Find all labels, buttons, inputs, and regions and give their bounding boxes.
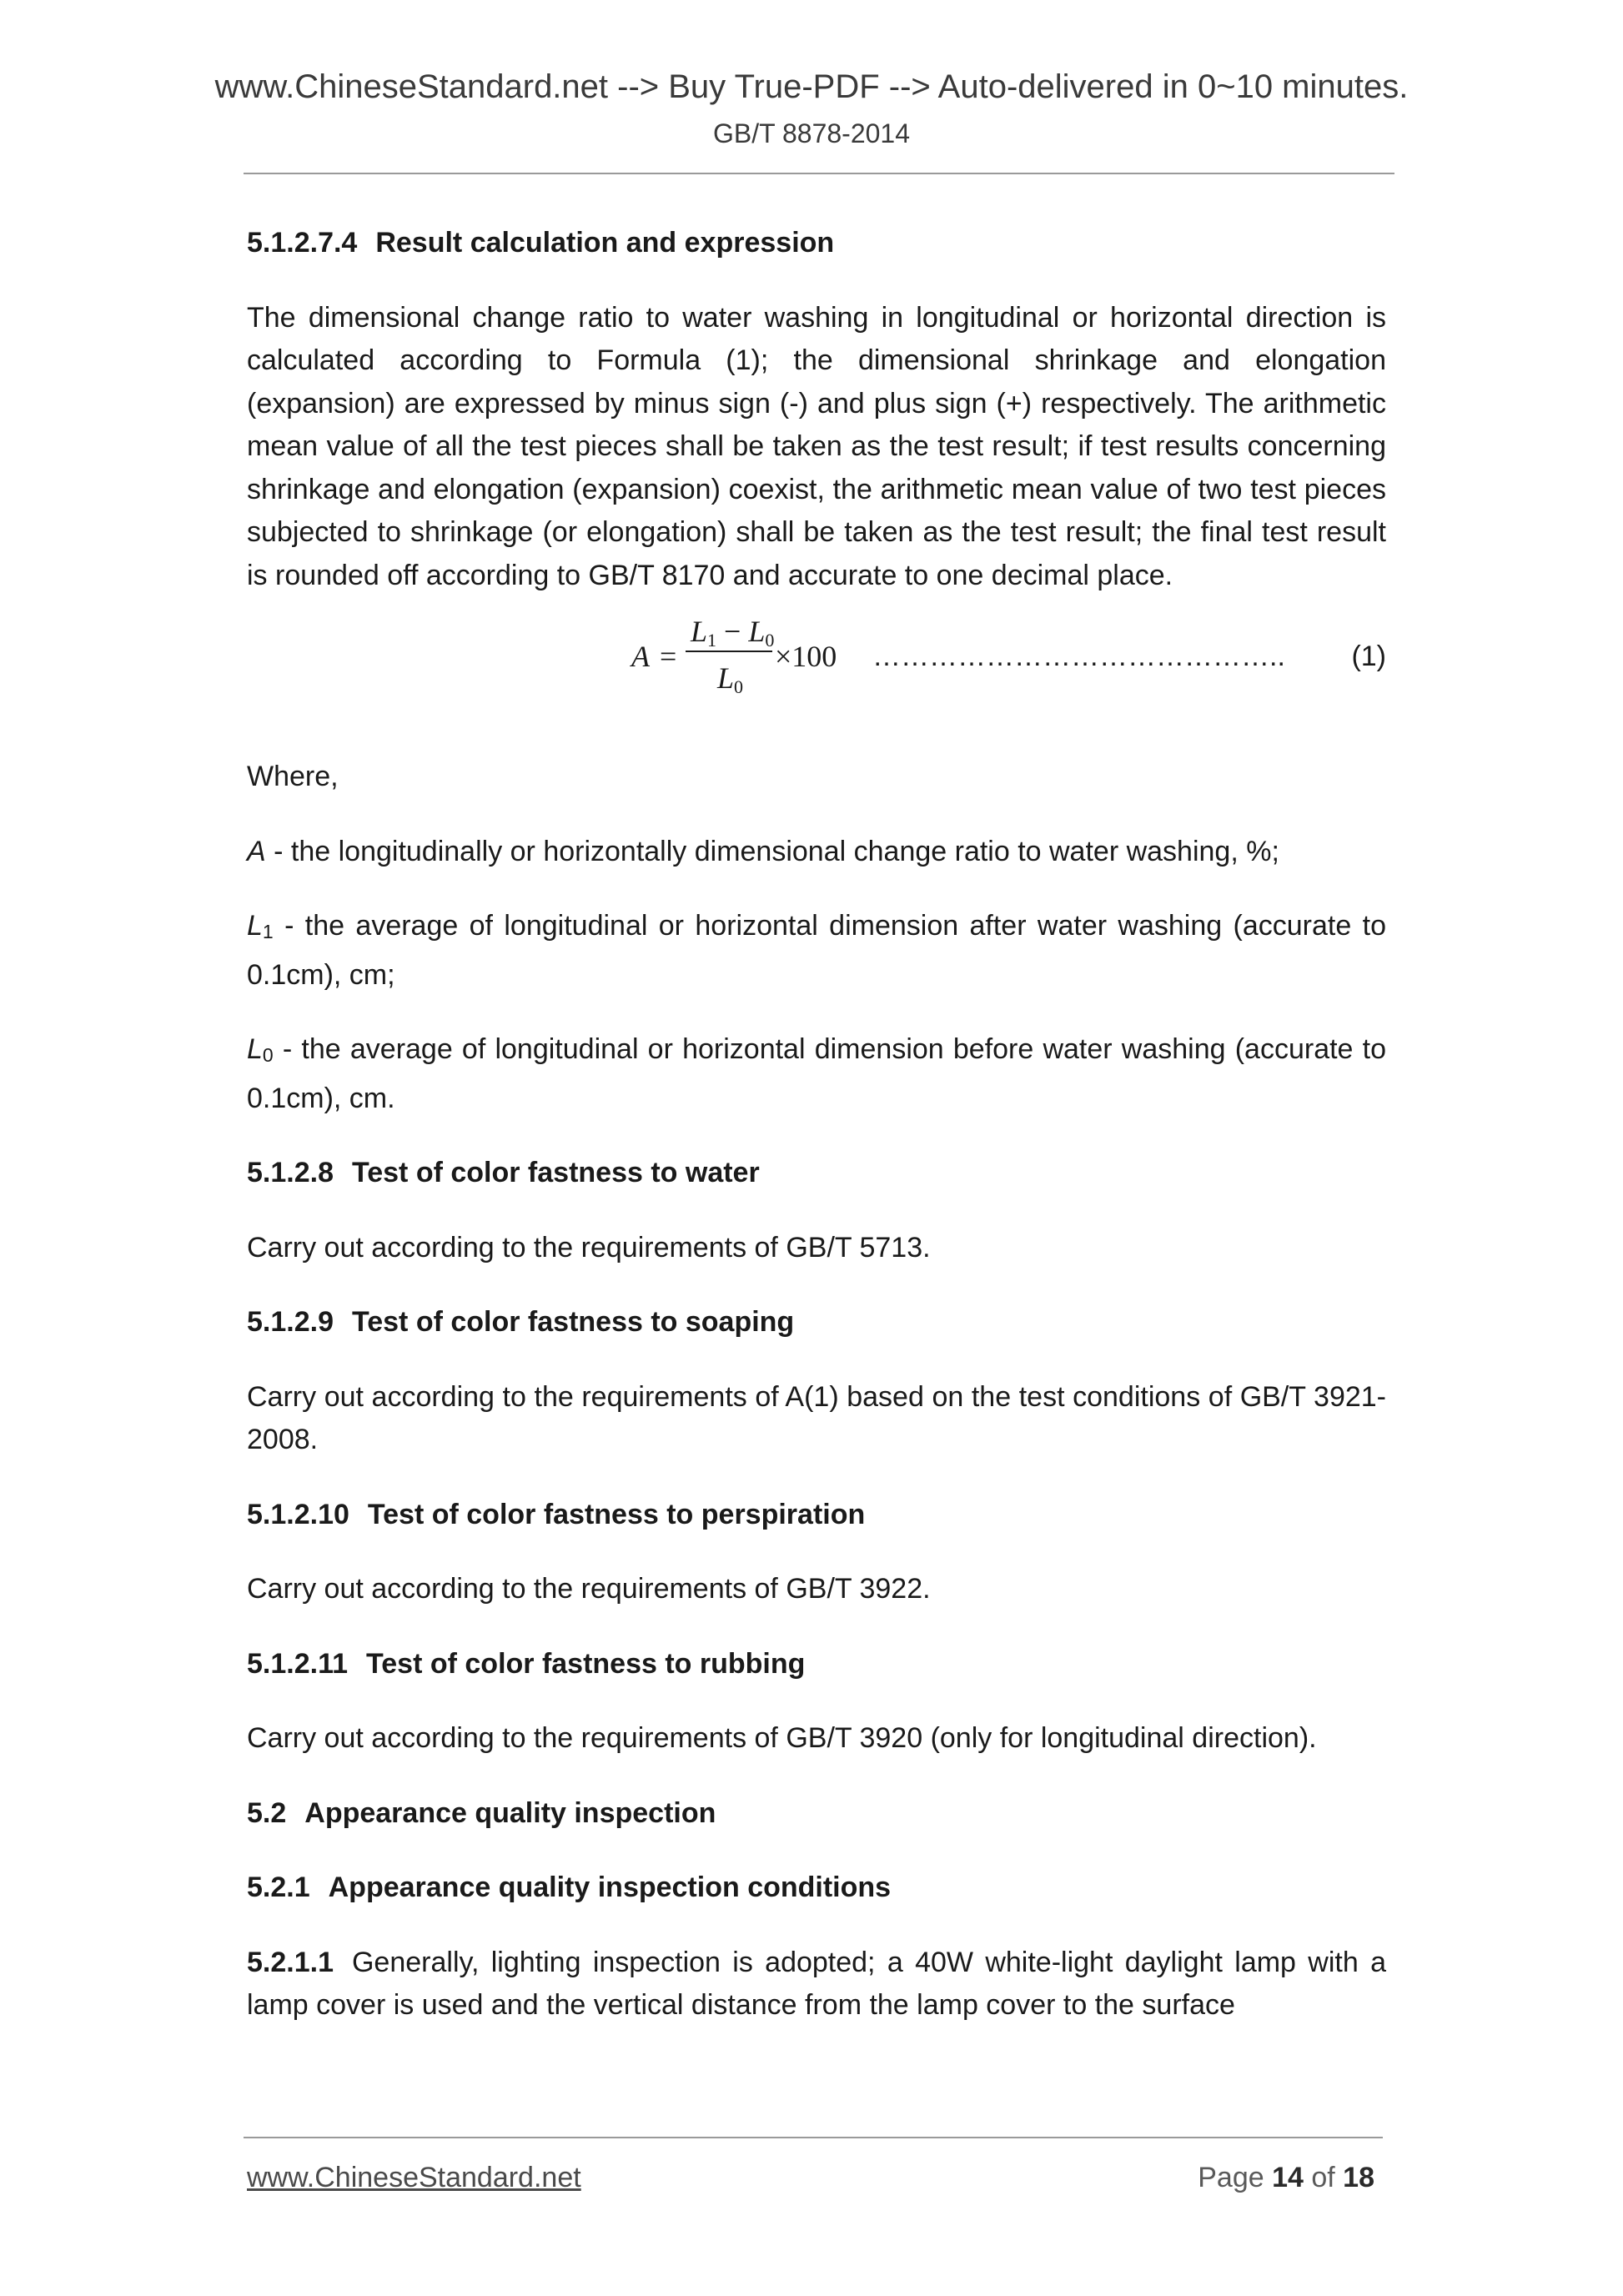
formula-lhs: A <box>631 640 650 673</box>
formula-number: (1) <box>1351 641 1386 672</box>
header-banner: www.ChineseStandard.net --> Buy True-PDF --> Auto-delivered in 0~10 minutes. <box>214 68 1409 105</box>
footer-website-link[interactable]: www.ChineseStandard.net <box>247 2162 581 2193</box>
formula-equals: = <box>660 640 677 673</box>
section-heading-5-1-2-9: 5.1.2.9 Test of color fastness to soaping <box>247 1306 795 1338</box>
section-text-5-1-2-10: Carry out according to the requirements of GB/T 3922. <box>247 1573 931 1605</box>
formula-leader-dots: …………………………………….. <box>872 641 1285 672</box>
section-heading-5-1-2-11: 5.1.2.11 Test of color fastness to rubbing <box>247 1647 806 1680</box>
definition-A: A - the longitudinally or horizontally dimensional change ratio to water washing, %; <box>247 835 1279 867</box>
section-text-5-1-2-9: Carry out according to the requirements of A(1) based on the test conditions of GB/T 3921-2008. <box>247 1380 1386 1455</box>
section-heading-5-2: 5.2 Appearance quality inspection <box>247 1796 716 1829</box>
section-heading-5-1-2-10: 5.1.2.10 Test of color fastness to perspiration <box>247 1498 866 1530</box>
section-heading-5-1-2-7-4 <box>247 222 1386 265</box>
header-divider <box>244 173 1394 174</box>
formula-denominator: $L_0$ <box>717 661 744 697</box>
formula-multiplier: ×100 <box>775 640 837 673</box>
formula-numerator: $L_1 - L_0$ <box>691 615 775 651</box>
definition-L1: $L_1$ - the average of longitudinal or horizontal dimension after water washing (accurate to 0.1cm), cm; <box>247 910 1386 991</box>
section-title: Result calculation and expression <box>375 227 835 259</box>
section-text-5-1-2-11: Carry out according to the requirements of GB/T 3920 (only for longitudinal direction). <box>247 1722 1317 1754</box>
section-number: 5.1.2.7.4 <box>247 227 358 259</box>
section-heading-5-2-1: 5.2.1 Appearance quality inspection conditions <box>247 1871 892 1903</box>
section-heading-5-1-2-8: 5.1.2.8 Test of color fastness to water <box>247 1157 760 1188</box>
footer-divider <box>244 2137 1383 2138</box>
where-label: Where, <box>247 761 339 792</box>
section-text-5-1-2-8: Carry out according to the requirements of GB/T 5713. <box>247 1231 931 1264</box>
page-indicator: Page 14 of 18 <box>1198 2162 1374 2193</box>
formula-1 <box>247 617 1386 709</box>
definition-L0: $L_0$ - the average of longitudinal or horizontal dimension before water washing (accurate to 0.1cm), cm. <box>247 1033 1386 1114</box>
result-calculation-paragraph: The dimensional change ratio to water washing in longitudinal or horizontal direction is calculated according to Formula (1); the dimensional shrinkage and elongation (expansion) are expressed by minus sign (-) and plus sign (+) respectively. The arithmetic mean value of all the test pieces shall be taken as the test result; if test results concerning shrinkage and elongation (expansion) coexist, the arithmetic mean value of two test pieces subjected to shrinkage (or elongation) shall be taken as the test result; the final test result is rounded off according to GB/T 8170 and accurate to one decimal place. <box>247 301 1386 591</box>
standard-code: GB/T 8878-2014 <box>712 118 910 148</box>
page-content <box>247 222 1386 2059</box>
fraction-bar <box>686 651 772 652</box>
section-text-5-2-1-1: 5.2.1.1 Generally, lighting inspection is adopted; a 40W white-light daylight lamp with a lamp cover is used and the vertical distance from the lamp cover to the surface <box>247 1946 1386 2021</box>
